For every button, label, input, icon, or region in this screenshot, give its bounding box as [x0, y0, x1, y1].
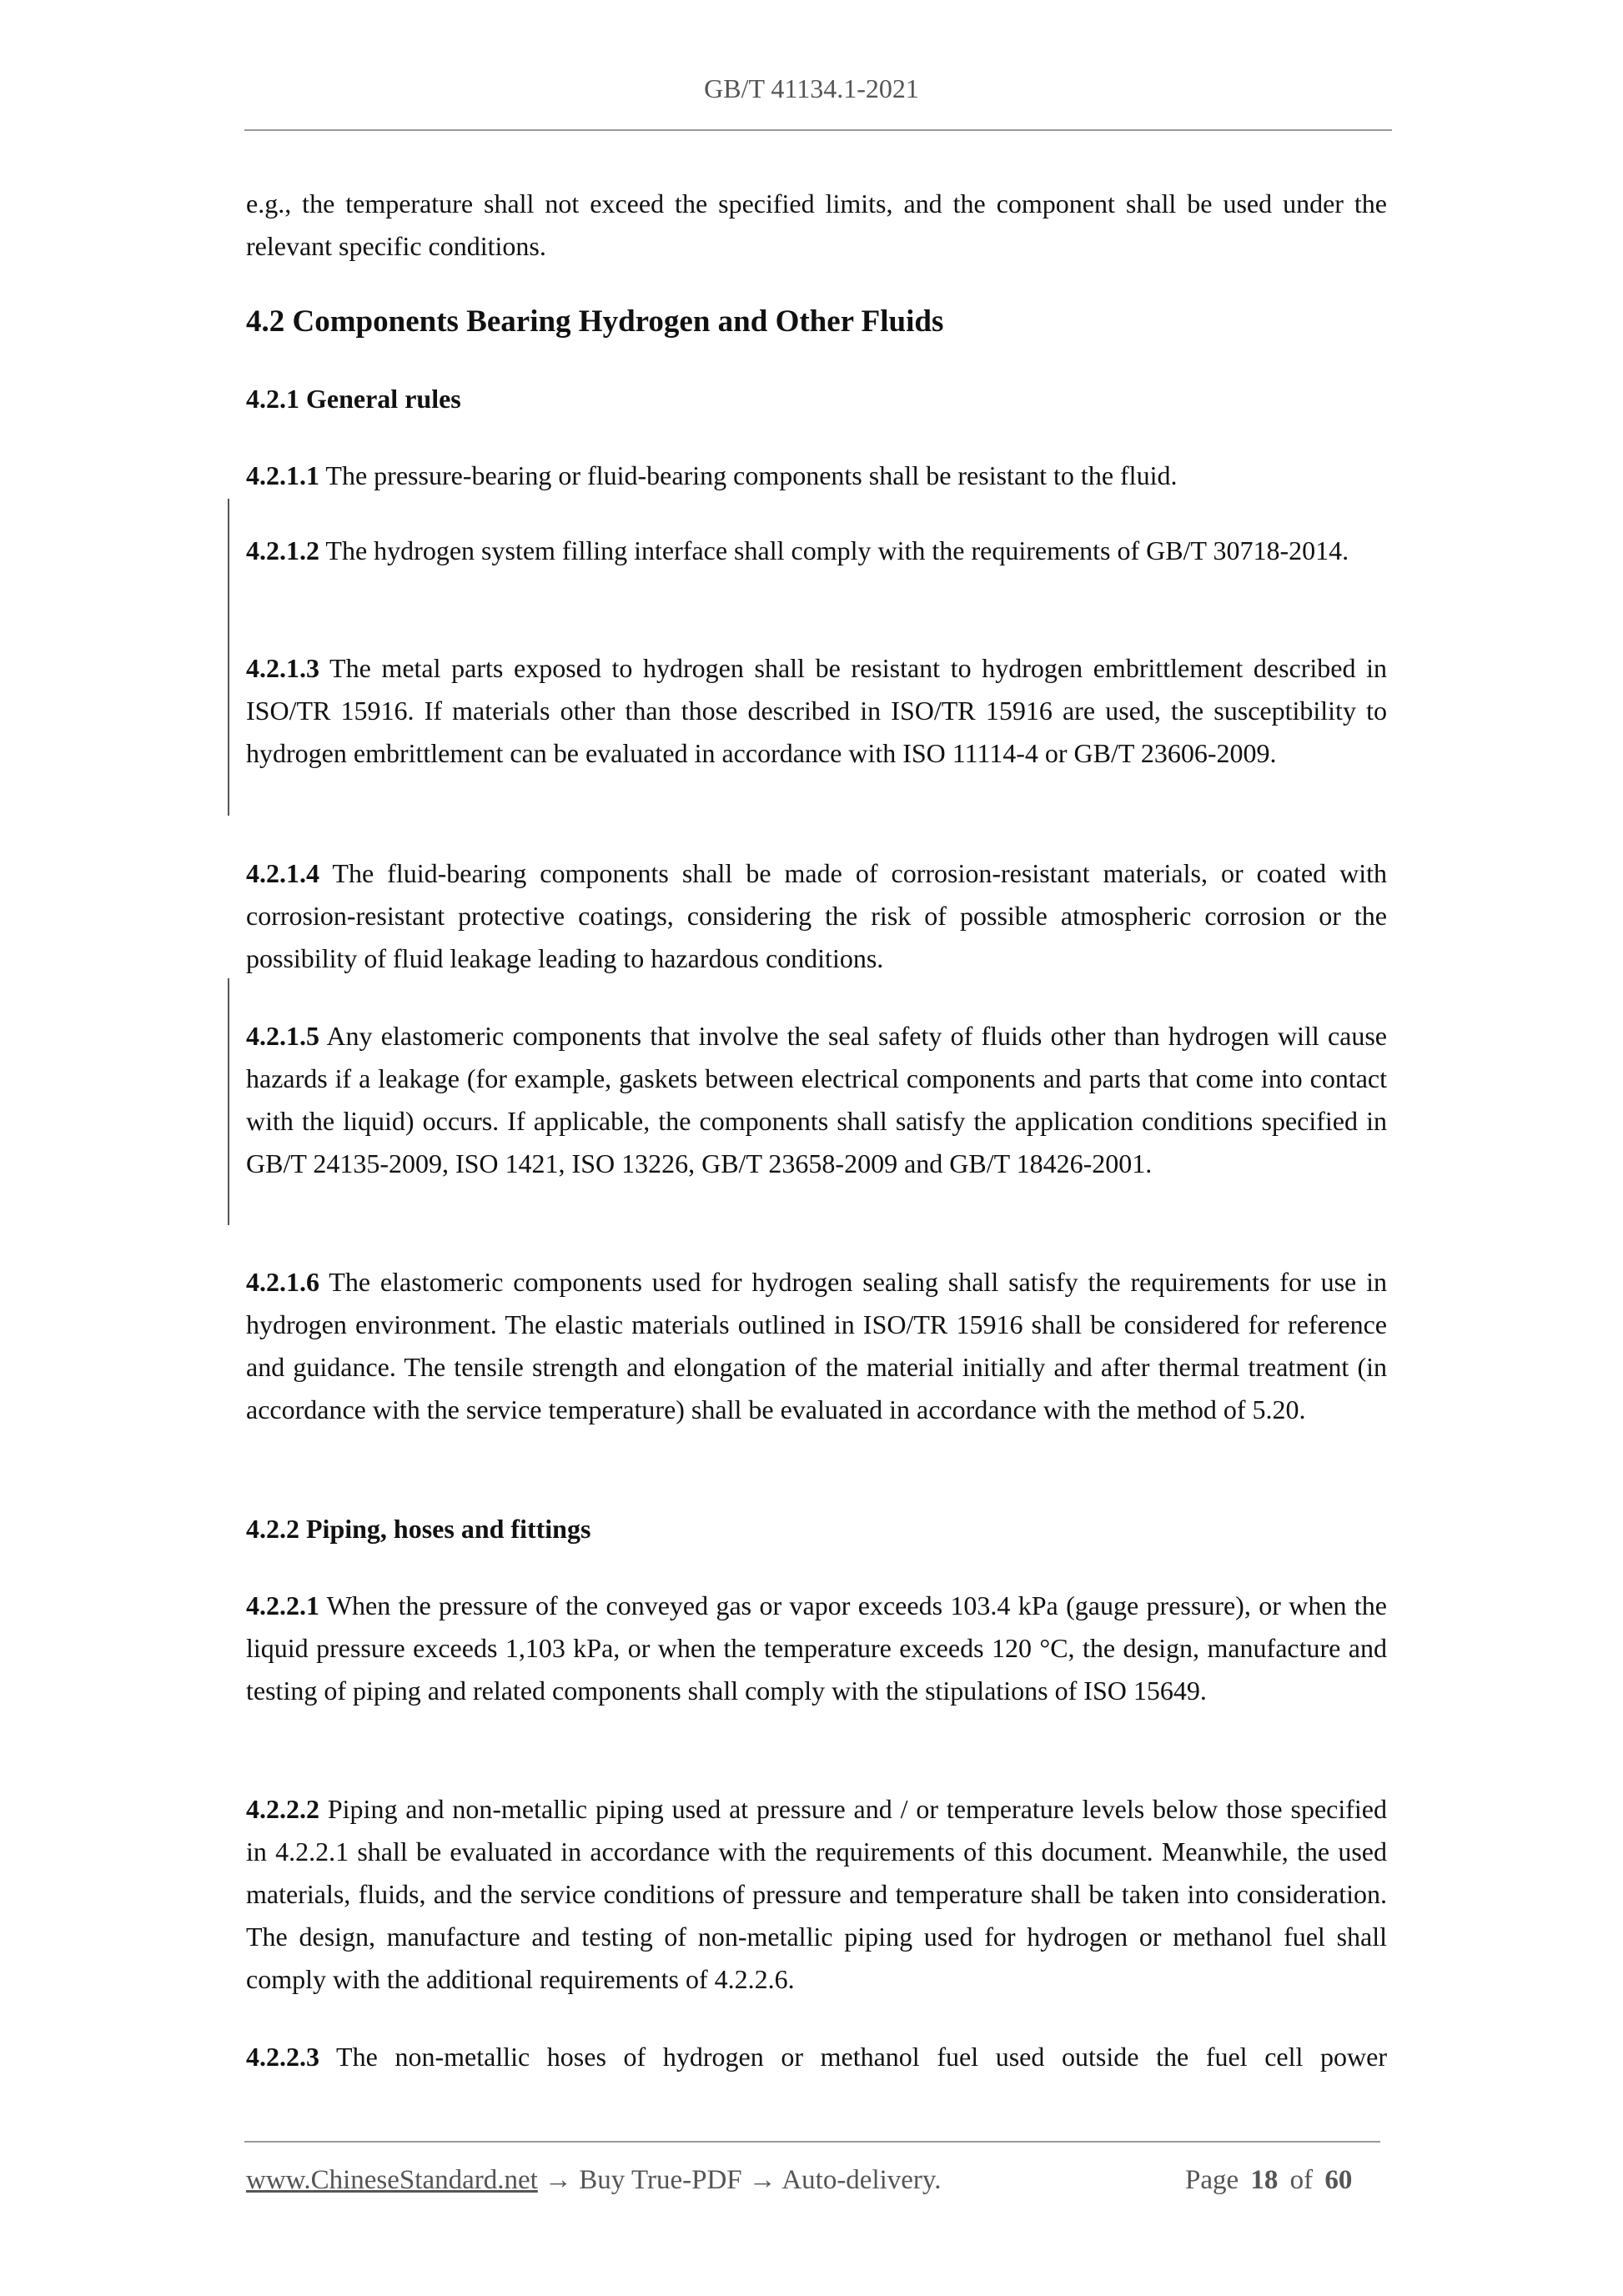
clause-number: 4.2.1.2: [246, 535, 319, 565]
clause-4-2-2-2: [246, 1788, 1387, 2001]
clause-number: 4.2.1.4: [246, 858, 319, 888]
footer-promo: [246, 2165, 942, 2196]
clause-number: 4.2.2.2: [246, 1794, 319, 1824]
change-bar: [228, 499, 229, 816]
page-number: [1185, 2165, 1352, 2196]
footer-divider: [244, 2141, 1380, 2143]
website-link[interactable]: www.ChineseStandard.net: [246, 2165, 538, 2195]
clause-number: 4.2.2.3: [246, 2042, 319, 2072]
section-heading-4-2-2: 4.2.2 Piping, hoses and fittings: [246, 1514, 591, 1544]
delivery-text: Auto-delivery.: [781, 2165, 942, 2195]
document-id-header: GB/T 41134.1-2021: [704, 73, 919, 103]
clause-text: Piping and non-metallic piping used at pressure and / or temperature levels below those specified in 4.2.2.1 shall be evaluated in accordance with the requirements of this document. Meanwhile, the used materials, fluids, and the service conditions of pressure and temperature shall be taken into consideration. The design, manufacture and testing of non-metallic piping used for hydrogen or methanol fuel shall comply with the additional requirements of 4.2.2.6.: [246, 1794, 1387, 1994]
clause-text: The elastomeric components used for hydrogen sealing shall satisfy the requirements for use in hydrogen environment. The elastic materials outlined in ISO/TR 15916 shall be considered for reference and guidance. The tensile strength and elongation of the material initially and after thermal treatment (in accordance with the service temperature) shall be evaluated in accordance with the method of 5.20.: [246, 1267, 1387, 1424]
header-divider: [244, 129, 1392, 131]
clause-number: 4.2.1.3: [246, 653, 319, 683]
change-bar: [228, 978, 229, 1225]
of-label: of: [1289, 2165, 1314, 2195]
current-page: 18: [1250, 2165, 1279, 2195]
clause-number: 4.2.1.5: [246, 1021, 319, 1051]
clause-text: The pressure-bearing or fluid-bearing components shall be resistant to the fluid.: [319, 460, 1178, 490]
clause-4-2-2-3: [246, 2036, 1387, 2078]
page-label: Page: [1185, 2165, 1239, 2195]
clause-number: 4.2.1.1: [246, 460, 319, 490]
clause-number: 4.2.2.1: [246, 1590, 319, 1620]
clause-4-2-1-2: [246, 530, 1387, 572]
clause-text: Any elastomeric components that involve the seal safety of fluids other than hydrogen will cause hazards if a leakage (for example, gaskets between electrical components and parts that come into contact with the liquid) occurs. If applicable, the components shall satisfy the application conditions specified in GB/T 24135-2009, ISO 1421, ISO 13226, GB/T 23658-2009 and GB/T 18426-2001.: [246, 1021, 1387, 1178]
clause-text: When the pressure of the conveyed gas or vapor exceeds 103.4 kPa (gauge pressure), or when the liquid pressure exceeds 1,103 kPa, or when the temperature exceeds 120 °C, the design, manufacture and testing of piping and related components shall comply with the stipulations of ISO 15649.: [246, 1590, 1387, 1706]
clause-4-2-1-3: [246, 647, 1387, 775]
buy-text: Buy True-PDF: [579, 2165, 742, 2195]
clause-4-2-1-5: [246, 1015, 1387, 1185]
clause-text: The hydrogen system filling interface shall comply with the requirements of GB/T 30718-2014.: [319, 535, 1349, 565]
clause-4-2-2-1: [246, 1585, 1387, 1712]
clause-number: 4.2.1.6: [246, 1267, 319, 1297]
intro-paragraph: e.g., the temperature shall not exceed the specified limits, and the component shall be used under the relevant specific conditions.: [246, 188, 1387, 261]
clause-text: The non-metallic hoses of hydrogen or methanol fuel used outside the fuel cell power: [319, 2042, 1387, 2072]
clause-4-2-1-4: [246, 852, 1387, 980]
section-heading-4-2: 4.2 Components Bearing Hydrogen and Other Fluids: [246, 304, 944, 339]
arrow-icon: →: [741, 2165, 782, 2195]
total-pages: 60: [1324, 2165, 1353, 2195]
section-heading-4-2-1: 4.2.1 General rules: [246, 384, 461, 414]
clause-4-2-1-6: [246, 1261, 1387, 1431]
clause-text: The metal parts exposed to hydrogen shall be resistant to hydrogen embrittlement described in ISO/TR 15916. If materials other than those described in ISO/TR 15916 are used, the susceptibility to hydrogen embrittlement can be evaluated in accordance with ISO 11114-4 or GB/T 23606-2009.: [246, 653, 1387, 768]
clause-4-2-1-1: [246, 455, 1387, 497]
arrow-icon: →: [537, 2165, 580, 2195]
clause-text: The fluid-bearing components shall be made of corrosion-resistant materials, or coated with corrosion-resistant protective coatings, considering the risk of possible atmospheric corrosion or the possibility of fluid leakage leading to hazardous conditions.: [246, 858, 1387, 973]
